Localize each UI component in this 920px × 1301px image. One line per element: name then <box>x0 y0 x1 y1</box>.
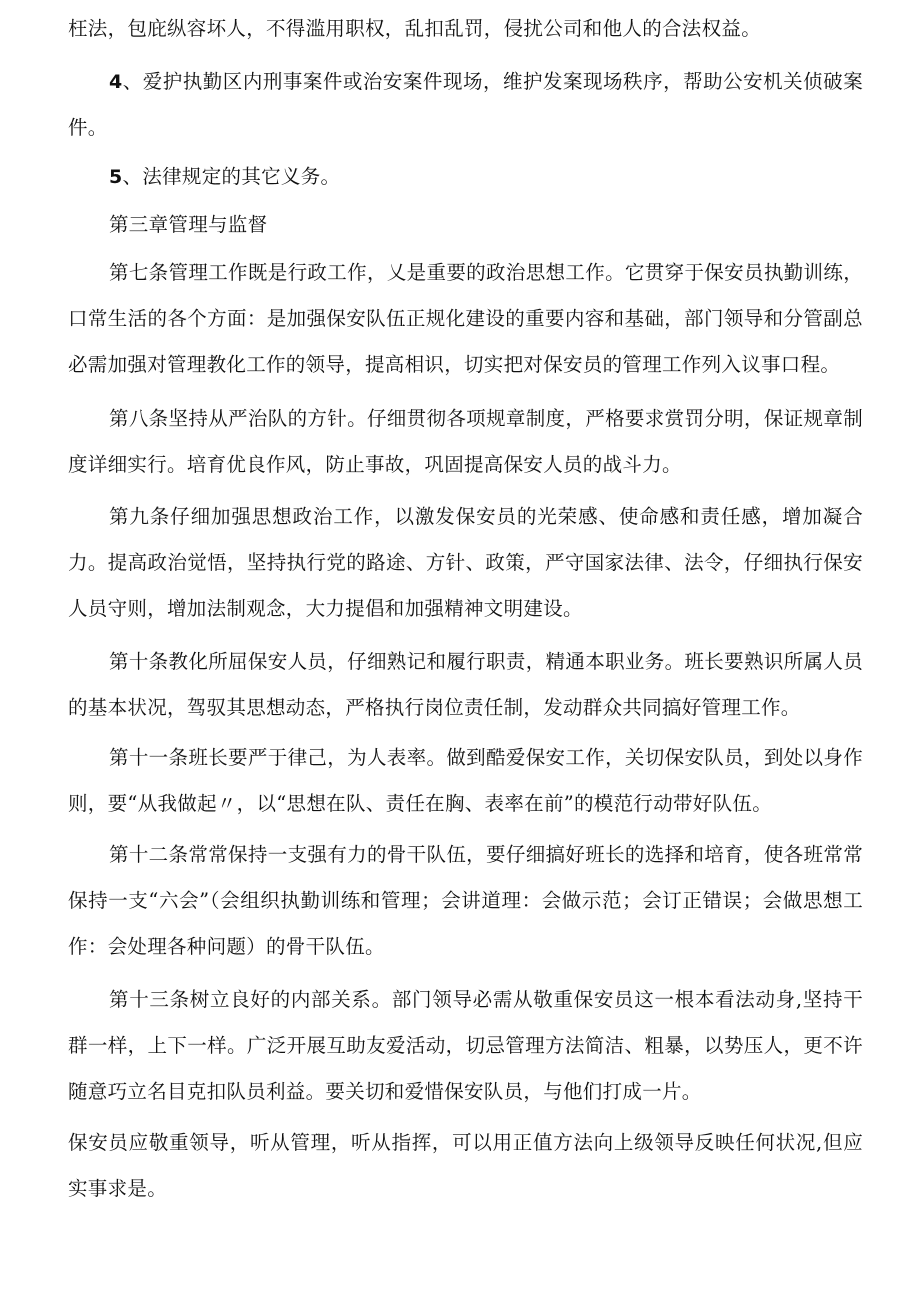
article-8 <box>68 396 863 488</box>
article-10 <box>68 639 863 731</box>
chapter-heading <box>68 202 863 248</box>
item-number: 4 <box>109 71 123 93</box>
chapter-heading-text: 第三章管理与监督 <box>109 213 268 236</box>
article-11 <box>68 735 863 827</box>
paragraph-text: 枉法，包庇纵容坏人，不得滥用职权，乱扣乱罚，侵扰公司和他人的合法权益。 <box>68 17 762 40</box>
item-number: 5 <box>109 166 123 188</box>
paragraph-text: 保安员应敬重领导，听从管理，听从指挥，可以用正值方法向上级领导反映任何状况,但应实事求是。 <box>68 1131 863 1200</box>
article-9 <box>68 494 863 632</box>
article-12 <box>68 832 863 970</box>
paragraph-item-5 <box>68 154 863 200</box>
paragraph-text: 第十二条常常保持一支强有力的骨干队伍，要仔细搞好班长的选择和培育，使各班常常保持一支“六会”（会组织执勤训练和管理；会讲道理：会做示范；会订正错误；会做思想工作：会处理各种问题）的骨干队伍。 <box>68 843 863 958</box>
paragraph-text: 第七条管理工作既是行政工作，乂是重要的政治思想工作。它贯穿于保安员执勤训练，口常生活的各个方面：是加强保安队伍正规化建设的重要内容和基础，部门领导和分管副总必需加强对管理教化工作的领导，提高相识，切实把对保安员的管理工作列入议事口程。 <box>68 261 863 376</box>
paragraph-text: 第十三条树立良好的内部关系。部门领导必需从敬重保安员这一根本看法动身,坚持干群一样，上下一样。广泛开展互助友爱活动，切忌管理方法简洁、粗暴，以势压人，更不许随意巧立名目克扣队员利益。要关切和爱惜保安队员，与他们打成一片。 <box>68 988 863 1103</box>
article-13 <box>68 977 863 1115</box>
paragraph-text: 、爱护执勤区内刑事案件或治安案件现场，维护发案现场秩序，帮助公安机关侦破案件。 <box>68 70 863 139</box>
paragraph-continuation <box>68 6 863 52</box>
paragraph-closing <box>68 1120 863 1212</box>
paragraph-text: 、法律规定的其它义务。 <box>122 165 341 188</box>
paragraph-text: 第八条坚持从严治队的方针。仔细贯彻各项规章制度，严格要求赏罚分明，保证规章制度详细实行。培育优良作风，防止事故，巩固提高保安人员的战斗力。 <box>68 407 863 476</box>
paragraph-text: 第九条仔细加强思想政治工作，以激发保安员的光荣感、使命感和责任感，增加凝合力。提高政治觉悟，坚持执行党的路途、方针、政策，严守国家法律、法令，仔细执行保安人员守则，增加法制观念，大力提倡和加强精神文明建设。 <box>68 505 863 620</box>
paragraph-item-4 <box>68 59 863 151</box>
paragraph-text: 第十一条班长要严于律己，为人表率。做到酷爱保安工作，关切保安队员，到处以身作则，要“从我做起〃，以“思想在队、责任在胸、表率在前”的模范行动带好队伍。 <box>68 746 863 815</box>
paragraph-text: 第十条教化所屈保安人员，仔细熟记和履行职责，精通本职业务。班长要熟识所属人员的基本状况，驾驭其思想动态，严格执行岗位责任制，发动群众共同搞好管理工作。 <box>68 650 863 719</box>
article-7 <box>68 250 863 388</box>
